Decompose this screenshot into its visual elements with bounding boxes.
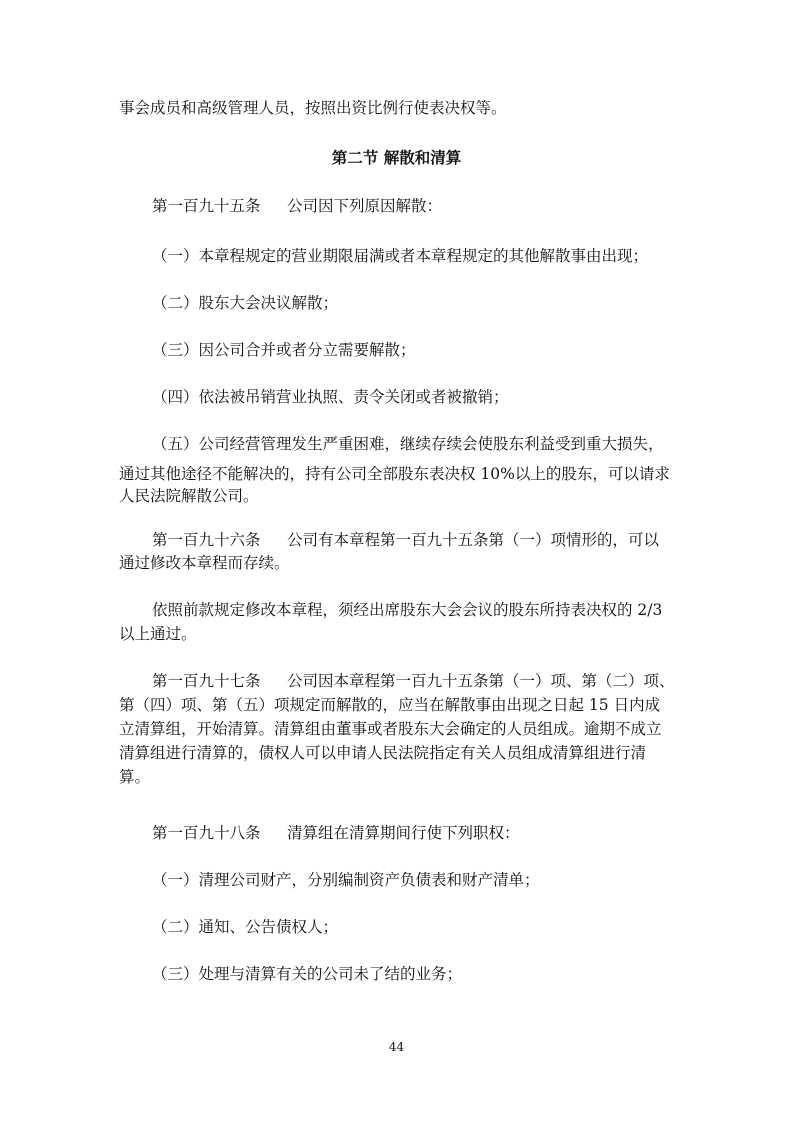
body-text-line: 事会成员和高级管理人员，按照出资比例行使表决权等。 — [119, 99, 507, 117]
article-number: 第一百九十八条 — [152, 824, 261, 842]
section-heading: 第二节 解散和清算 — [331, 148, 462, 167]
body-text-line: 通过修改本章程而存续。 — [119, 554, 290, 572]
body-text-line: 清算组进行清算的，债权人可以申请人民法院指定有关人员组成清算组进行清 — [119, 744, 647, 762]
list-item: （五）公司经营管理发生严重困难，继续存续会使股东利益受到重大损失， — [152, 435, 664, 453]
article-text: 公司有本章程第一百九十五条第（一）项情形的，可以 — [287, 531, 660, 549]
list-item: （四）依法被吊销营业执照、责令关闭或者被撤销； — [152, 388, 509, 406]
article-198-line — [152, 823, 520, 843]
list-item: （三）因公司合并或者分立需要解散； — [152, 341, 416, 359]
page-number: 44 — [388, 1040, 405, 1054]
list-item-continuation: 通过其他途径不能解决的，持有公司全部股东表决权 10%以上的股东，可以请求 — [119, 465, 670, 483]
article-number: 第一百九十七条 — [152, 672, 261, 690]
article-197-line — [152, 671, 675, 691]
body-text-line: 立清算组，开始清算。清算组由董事或者股东大会确定的人员组成。逾期不成立 — [119, 720, 662, 738]
list-item: （一）清理公司财产，分别编制资产负债表和财产清单； — [152, 871, 540, 889]
list-item: （二）股东大会决议解散； — [152, 294, 339, 312]
article-195-line — [152, 196, 442, 216]
article-text: 清算组在清算期间行使下列职权： — [287, 824, 520, 842]
article-text: 公司因下列原因解散： — [287, 197, 443, 215]
list-item: （一）本章程规定的营业期限届满或者本章程规定的其他解散事由出现； — [152, 247, 649, 265]
article-196-line — [152, 530, 659, 550]
list-item-continuation: 人民法院解散公司。 — [119, 487, 259, 505]
article-number: 第一百九十六条 — [152, 531, 261, 549]
list-item: （二）通知、公告债权人； — [152, 918, 339, 936]
body-text-line: 算。 — [119, 768, 151, 786]
body-text-line: 依照前款规定修改本章程，须经出席股东大会会议的股东所持表决权的 2/3 — [152, 601, 663, 619]
article-text: 公司因本章程第一百九十五条第（一）项、第（二）项、 — [287, 672, 675, 690]
list-item: （三）处理与清算有关的公司未了结的业务； — [152, 965, 463, 983]
article-number: 第一百九十五条 — [152, 197, 261, 215]
body-text-line: 第（四）项、第（五）项规定而解散的，应当在解散事由出现之日起 15 日内成 — [119, 696, 661, 714]
body-text-line: 以上通过。 — [119, 625, 197, 643]
